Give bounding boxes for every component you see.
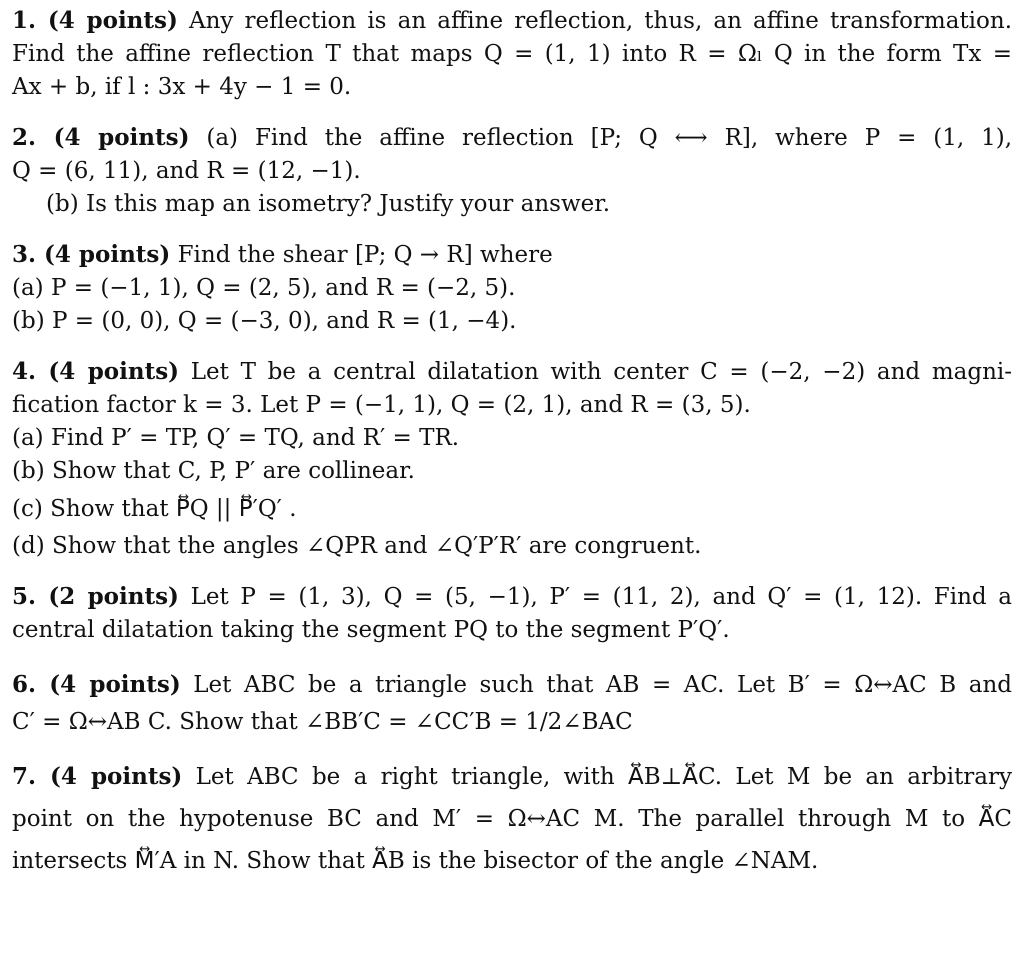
problem-1-line-1: Any reflection is an affine reflection, thus, an affine transformation.	[188, 8, 1013, 34]
problem-5-line-2: central dilatation taking the segment PQ to the segment P′Q′.	[12, 617, 730, 643]
problem-7-line-1: Let ABC be a right triangle, with A⃡B⊥A⃡C. Let M be an arbitrary	[195, 764, 1013, 790]
problem-1-line-3: Ax + b, if l : 3x + 4y − 1 = 0.	[12, 74, 352, 100]
problem-3-line-3: (b) P = (0, 0), Q = (−3, 0), and R = (1, −4).	[12, 308, 517, 334]
problem-6	[12, 664, 1012, 739]
problem-2-line-3: (b) Is this map an isometry? Justify your answer.	[46, 191, 611, 217]
problem-4-line-5: (c) Show that P⃡Q || P⃡′Q′ .	[12, 496, 297, 522]
problem-4-line-3: (a) Find P′ = TP, Q′ = TQ, and R′ = TR.	[12, 425, 460, 451]
problem-7	[12, 756, 1012, 882]
problem-1-header: 1. (4 points)	[12, 7, 178, 34]
problem-2	[12, 121, 1012, 221]
problem-7-line-3: intersects M⃡′A in N. Show that A⃡B is the bisector of the angle ∠NAM.	[12, 848, 819, 874]
problem-7-line-2: point on the hypotenuse BC and M′ = Ω↔AC M. The parallel through M to A⃡C	[12, 806, 1012, 832]
problem-6-line-1: Let ABC be a triangle such that AB = AC. Let B′ = Ω↔AC B and	[193, 672, 1012, 698]
problem-3-header: 3. (4 points)	[12, 241, 171, 268]
problem-3	[12, 238, 1012, 338]
problem-4-line-4: (b) Show that C, P, P′ are collinear.	[12, 458, 415, 484]
problem-6-header: 6. (4 points)	[12, 671, 181, 698]
problem-6-line-2: C′ = Ω↔AB C. Show that ∠BB′C = ∠CC′B = 1/2∠BAC	[12, 709, 633, 735]
problem-4-line-2: fication factor k = 3. Let P = (−1, 1), Q = (2, 1), and R = (3, 5).	[12, 392, 751, 418]
problem-1	[12, 4, 1012, 104]
problem-7-header: 7. (4 points)	[12, 763, 183, 790]
problem-4-line-1: Let T be a central dilatation with center C = (−2, −2) and magni-	[190, 359, 1013, 385]
problem-1-line-2: Find the affine reflection T that maps Q = (1, 1) into R = Ωₗ Q in the form Tx =	[12, 41, 1012, 67]
problem-4	[12, 355, 1012, 563]
problem-4-line-6: (d) Show that the angles ∠QPR and ∠Q′P′R′ are congruent.	[12, 533, 702, 559]
problem-4-header: 4. (4 points)	[12, 358, 180, 385]
problem-5	[12, 580, 1012, 647]
problem-2-line-1: (a) Find the affine reflection [P; Q ⟷ R], where P = (1, 1),	[206, 125, 1013, 151]
problem-3-line-1: Find the shear [P; Q → R] where	[177, 242, 553, 268]
problem-2-line-2: Q = (6, 11), and R = (12, −1).	[12, 158, 361, 184]
problem-5-header: 5. (2 points)	[12, 583, 179, 610]
problem-2-header: 2. (4 points)	[12, 124, 190, 151]
problem-3-line-2: (a) P = (−1, 1), Q = (2, 5), and R = (−2, 5).	[12, 275, 516, 301]
problem-5-line-1: Let P = (1, 3), Q = (5, −1), P′ = (11, 2), and Q′ = (1, 12). Find a	[190, 584, 1013, 610]
